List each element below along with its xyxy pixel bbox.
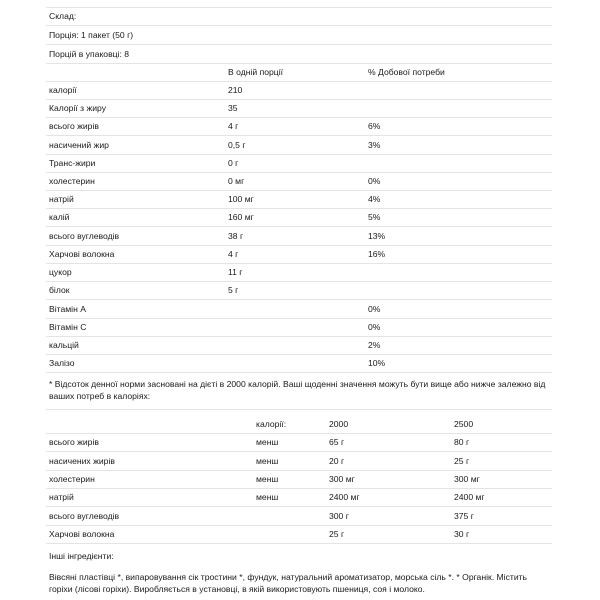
composition-row: [46, 7, 552, 26]
dv-2000: 300 мг: [329, 474, 355, 484]
nutrient-amount: 0 мг: [228, 176, 245, 186]
table-row: [46, 208, 552, 227]
col-2500: 2500: [454, 419, 474, 429]
composition-label: Склад:: [49, 11, 77, 21]
daily-values-divider: [46, 409, 552, 410]
nutrient-name: холестерин: [49, 176, 95, 186]
dv-2500: 30 г: [454, 529, 470, 539]
dv-qualifier: менш: [256, 437, 279, 447]
nutrient-amount: 0 г: [228, 158, 239, 168]
nutrient-amount: 0,5 г: [228, 140, 246, 150]
nutrient-amount: 4 г: [228, 249, 239, 259]
nutrient-name: кальцій: [49, 340, 79, 350]
nutrient-amount: 210: [228, 85, 243, 95]
nutrient-amount: 38 г: [228, 231, 244, 241]
table-row: [46, 525, 552, 544]
calories-label: калорії:: [256, 419, 287, 429]
nutrient-name: Вітамін C: [49, 322, 87, 332]
table-row: [46, 190, 552, 209]
table-row: [46, 470, 552, 489]
nutrient-amount: 160 мг: [228, 212, 254, 222]
nutrient-daily: 10%: [368, 358, 386, 368]
table-row: [46, 172, 552, 191]
nutrient-amount: 4 г: [228, 121, 239, 131]
dv-name: насичених жирів: [49, 456, 115, 466]
nutrient-name: Харчові волокна: [49, 249, 115, 259]
dv-name: холестерин: [49, 474, 95, 484]
nutrition-header-row: [46, 63, 552, 82]
table-row: [46, 433, 552, 452]
dv-name: натрій: [49, 492, 74, 502]
servings-per-pack-row: [46, 45, 552, 64]
nutrient-name: Транс-жири: [49, 158, 96, 168]
nutrient-amount: 100 мг: [228, 194, 254, 204]
nutrient-daily: 4%: [368, 194, 381, 204]
dv-2500: 375 г: [454, 511, 474, 521]
servings-per-pack: Порцій в упаковці: 8: [49, 49, 130, 59]
dv-name: всього жирів: [49, 437, 99, 447]
table-row: [46, 452, 552, 471]
dv-2000: 65 г: [329, 437, 345, 447]
nutrient-daily: 16%: [368, 249, 386, 259]
nutrient-daily: 6%: [368, 121, 381, 131]
nutrient-name: Калорії з жиру: [49, 103, 106, 113]
dv-2500: 2400 мг: [454, 492, 485, 502]
nutrient-daily: 0%: [368, 322, 381, 332]
dv-2500: 80 г: [454, 437, 470, 447]
nutrient-name: білок: [49, 285, 70, 295]
table-row: [46, 354, 552, 373]
dv-qualifier: менш: [256, 492, 279, 502]
table-row: [46, 300, 552, 319]
dv-2500: 25 г: [454, 456, 470, 466]
dv-name: всього вуглеводів: [49, 511, 120, 521]
table-row: [46, 154, 552, 173]
dv-2000: 25 г: [329, 529, 345, 539]
dv-qualifier: менш: [256, 474, 279, 484]
nutrient-amount: 11 г: [228, 267, 243, 277]
nutrient-name: цукор: [49, 267, 72, 277]
nutrient-name: насичений жир: [49, 140, 109, 150]
dv-qualifier: менш: [256, 456, 279, 466]
nutrient-daily: 5%: [368, 212, 381, 222]
nutrient-name: Вітамін A: [49, 304, 86, 314]
daily-values-header-row: [46, 415, 552, 434]
dv-2500: 300 мг: [454, 474, 480, 484]
nutrient-amount: 5 г: [228, 285, 239, 295]
nutrient-daily: 0%: [368, 176, 381, 186]
serving-row: [46, 26, 552, 45]
nutrient-amount: 35: [228, 103, 238, 113]
nutrient-daily: 0%: [368, 304, 381, 314]
serving-size: Порція: 1 пакет (50 г): [49, 30, 134, 40]
table-row: [46, 99, 552, 118]
table-row: [46, 136, 552, 155]
footnote: * Відсоток денної норми засновані на дієті в 2000 калорій. Ваші щоденні значення можуть бути вище або нижче залежно від ваших потреб в калоріях:: [49, 379, 546, 401]
col-per-serving: В одній порції: [228, 67, 283, 77]
table-row: [46, 281, 552, 300]
table-row: [46, 507, 552, 526]
ingredients-title: Інші інгредієнти:: [49, 551, 114, 561]
nutrient-name: калорії: [49, 85, 77, 95]
dv-2000: 2400 мг: [329, 492, 360, 502]
table-row: [46, 81, 552, 100]
nutrient-name: натрій: [49, 194, 74, 204]
table-row: [46, 318, 552, 337]
nutrient-daily: 13%: [368, 231, 386, 241]
ingredients-text: Вівсяні пластівці *, випаровування сік тростини *, фундук, натуральний ароматизатор, морська сіль *. * Органік. Містить горіхи (лісові горіхи). Виробляється в установці, в якій використовують пшениця, соя і молоко.: [49, 572, 528, 594]
nutrient-name: Залізо: [49, 358, 75, 368]
nutrient-name: всього вуглеводів: [49, 231, 120, 241]
dv-2000: 20 г: [329, 456, 345, 466]
table-row: [46, 488, 552, 507]
dv-2000: 300 г: [329, 511, 349, 521]
nutrient-daily: 3%: [368, 140, 381, 150]
col-2000: 2000: [329, 419, 349, 429]
col-daily-percent: % Добової потреби: [368, 67, 445, 77]
table-row: [46, 117, 552, 136]
nutrient-name: всього жирів: [49, 121, 99, 131]
nutrient-name: калій: [49, 212, 70, 222]
table-row: [46, 245, 552, 264]
nutrient-daily: 2%: [368, 340, 381, 350]
dv-name: Харчові волокна: [49, 529, 115, 539]
table-row: [46, 263, 552, 282]
table-row: [46, 336, 552, 355]
table-row: [46, 227, 552, 246]
